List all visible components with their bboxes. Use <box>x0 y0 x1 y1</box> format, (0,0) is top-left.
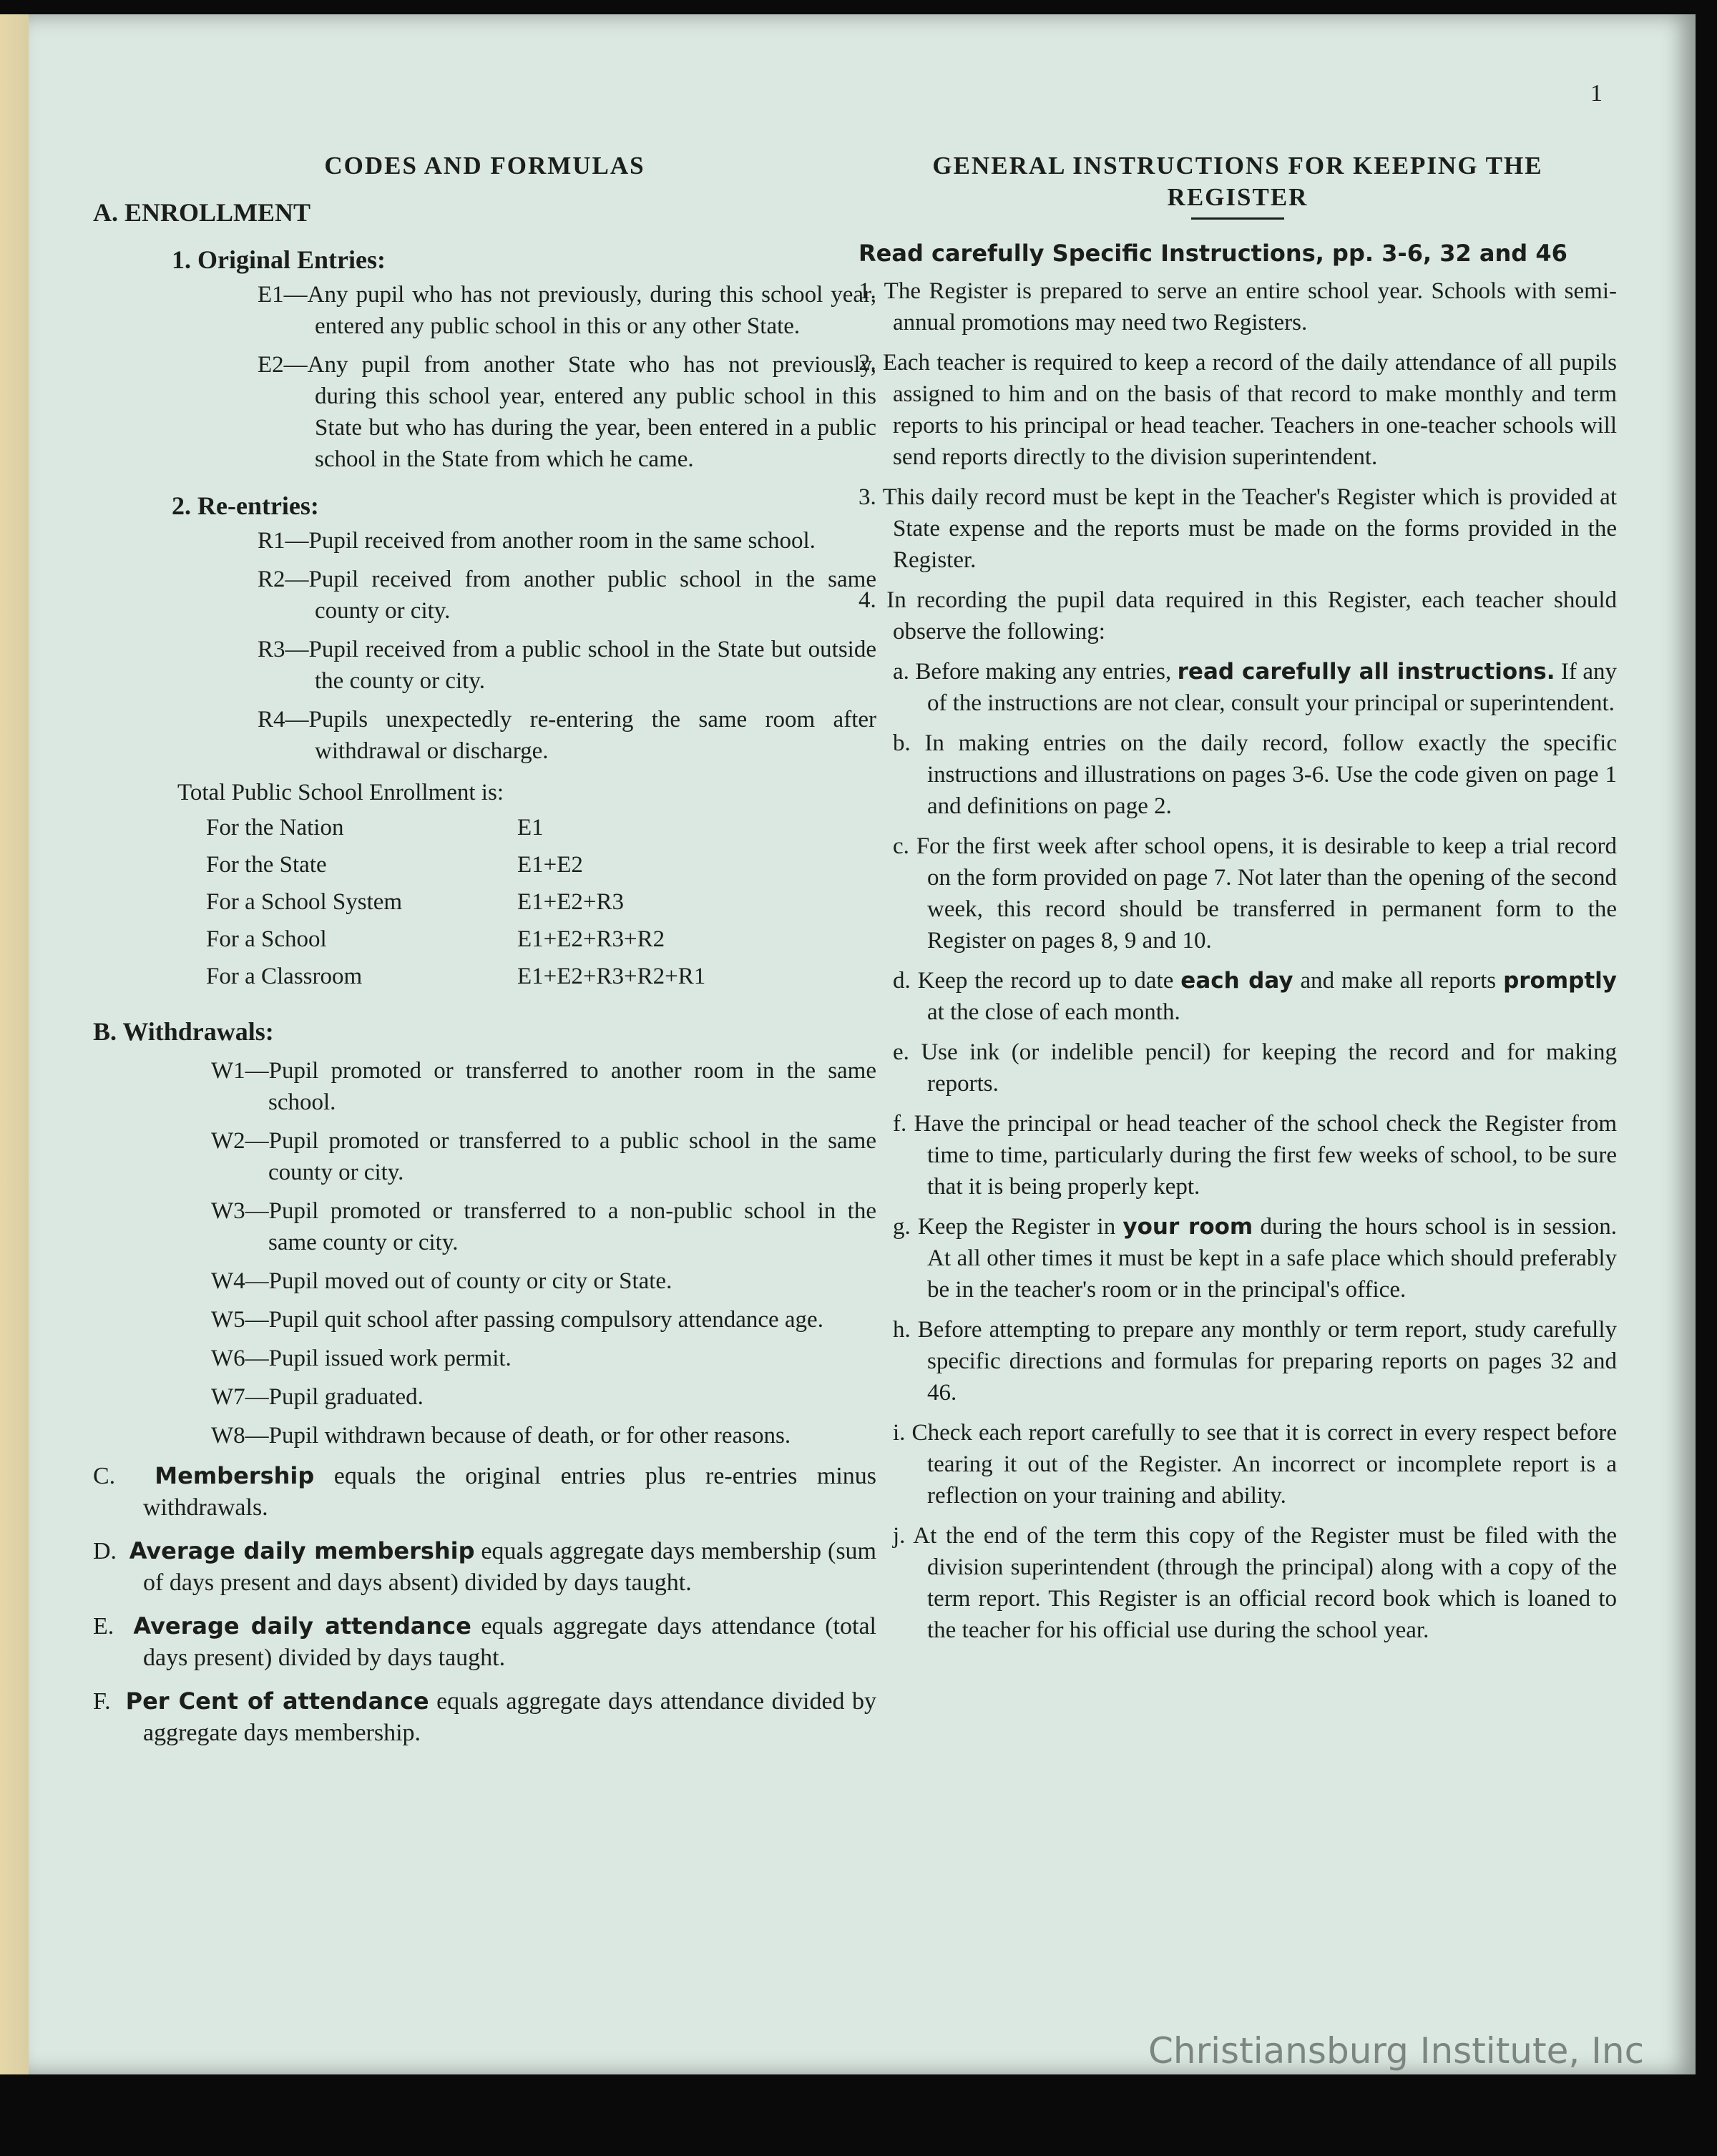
watermark: Christiansburg Institute, Inc <box>1148 2030 1645 2072</box>
definition-membership: C. Membership equals the original entries plus re-entries minus withdrawals. <box>93 1462 876 1521</box>
page-edge <box>0 14 29 2074</box>
code-w2: W2—Pupil promoted or transferred to a public school in the same county or city. <box>211 1128 876 1185</box>
right-column-title: GENERAL INSTRUCTIONS FOR KEEPING THE REGISTER <box>932 152 1543 211</box>
instruction-4e: e. Use ink (or indelible pencil) for keeping the record and for making reports. <box>893 1039 1617 1097</box>
instruction-4a: a. Before making any entries, read carefully all instructions. If any of the instructions are not clear, consult your principal or superintendent. <box>893 659 1617 716</box>
section-a-heading: A. ENROLLMENT <box>93 198 311 227</box>
document-page <box>29 14 1696 2074</box>
instruction-1: 1. The Register is prepared to serve an entire school year. Schools with semi-annual promotions may need two Registers. <box>858 278 1617 335</box>
table-row: For a School E1+E2+R3+R2 <box>206 926 665 952</box>
instruction-3: 3. This daily record must be kept in the Teacher's Register which is provided at State expense and the reports must be made on the forms provided in the Register. <box>858 484 1617 573</box>
code-w7: W7—Pupil graduated. <box>211 1384 424 1410</box>
section-b-heading: B. Withdrawals: <box>93 1017 274 1046</box>
code-r2: R2—Pupil received from another public school in the same county or city. <box>258 567 876 624</box>
general-instructions-column <box>858 150 1617 1655</box>
code-e1: E1—Any pupil who has not previously, during this school year, entered any public school in this or any other State. <box>258 282 876 339</box>
code-w3: W3—Pupil promoted or transferred to a non-public school in the same county or city. <box>211 1198 876 1255</box>
instruction-4g: g. Keep the Register in your room during the hours school is in session. At all other times it must be kept in a safe place which should preferably be in the teacher's room or in the principal's office. <box>893 1214 1617 1303</box>
original-entries-heading: 1. Original Entries: <box>172 245 386 274</box>
instructions-lead: Read carefully Specific Instructions, pp. 3-6, 32 and 46 <box>858 240 1567 267</box>
code-r3: R3—Pupil received from a public school in the State but outside the county or city. <box>258 637 876 694</box>
code-r1: R1—Pupil received from another room in the same school. <box>258 528 816 554</box>
code-w1: W1—Pupil promoted or transferred to another room in the same school. <box>211 1058 876 1115</box>
instruction-4d: d. Keep the record up to date each day and make all reports promptly at the close of each month. <box>893 968 1617 1025</box>
instruction-4f: f. Have the principal or head teacher of the school check the Register from time to time, particularly during the first few weeks of school, to be sure that it is being properly kept. <box>893 1111 1617 1200</box>
instruction-2: 2. Each teacher is required to keep a record of the daily attendance of all pupils assigned to him and on the basis of that record to make monthly and term reports to his principal or head teacher. Teachers in one-teacher schools will send reports directly to the division superintendent. <box>858 350 1617 470</box>
table-row: For the Nation E1 <box>206 815 544 841</box>
instruction-4c: c. For the first week after school opens, it is desirable to keep a trial record on the form provided on page 7. Not later than the opening of the second week, this record should be transferred in permanent form to the Register on pages 8, 9 and 10. <box>893 833 1617 954</box>
code-e2: E2—Any pupil from another State who has not previously, during this school year, entered any public school in this State but who has during the year, been entered in a public school in the State from which he came. <box>258 352 876 472</box>
code-r4: R4—Pupils unexpectedly re-entering the same room after withdrawal or discharge. <box>258 707 876 764</box>
title-divider <box>1191 217 1284 220</box>
instruction-4: 4. In recording the pupil data required in this Register, each teacher should observe the following: <box>858 587 1617 645</box>
table-row: For a Classroom E1+E2+R3+R2+R1 <box>206 964 706 989</box>
enrollment-formula-table <box>206 809 876 995</box>
code-w4: W4—Pupil moved out of county or city or State. <box>211 1268 672 1294</box>
definition-per-cent-attendance: F. Per Cent of attendance equals aggregate days attendance divided by aggregate days membership. <box>93 1687 877 1746</box>
code-w5: W5—Pupil quit school after passing compulsory attendance age. <box>211 1307 823 1333</box>
code-w8: W8—Pupil withdrawn because of death, or for other reasons. <box>211 1423 791 1449</box>
table-row: For the State E1+E2 <box>206 852 583 878</box>
instruction-4h: h. Before attempting to prepare any monthly or term report, study carefully specific directions and formulas for preparing reports on pages 32 and 46. <box>893 1317 1617 1406</box>
page-number: 1 <box>1590 80 1603 107</box>
re-entries-heading: 2. Re-entries: <box>172 491 319 520</box>
codes-and-formulas-column <box>93 150 876 1760</box>
instruction-4b: b. In making entries on the daily record, follow exactly the specific instructions and illustrations on pages 3-6. Use the code given on page 1 and definitions on page 2. <box>893 730 1617 819</box>
left-column-title: CODES AND FORMULAS <box>324 152 645 180</box>
code-w6: W6—Pupil issued work permit. <box>211 1346 512 1371</box>
instruction-4i: i. Check each report carefully to see that it is correct in every respect before tearing it out of the Register. An incorrect or incomplete report is a reflection on your training and ability. <box>893 1420 1617 1509</box>
definition-average-daily-attendance: E. Average daily attendance equals aggregate days attendance (total days present) divided by days taught. <box>93 1612 876 1671</box>
definition-average-daily-membership: D. Average daily membership equals aggregate days membership (sum of days present and days absent) divided by days taught. <box>93 1537 876 1596</box>
total-enrollment-label: Total Public School Enrollment is: <box>177 780 504 805</box>
table-row: For a School System E1+E2+R3 <box>206 889 625 915</box>
instruction-4j: j. At the end of the term this copy of the Register must be filed with the division superintendent (through the principal) along with a copy of the term report. This Register is an official record book which is loaned to the teacher for his official use during the school year. <box>893 1523 1617 1643</box>
